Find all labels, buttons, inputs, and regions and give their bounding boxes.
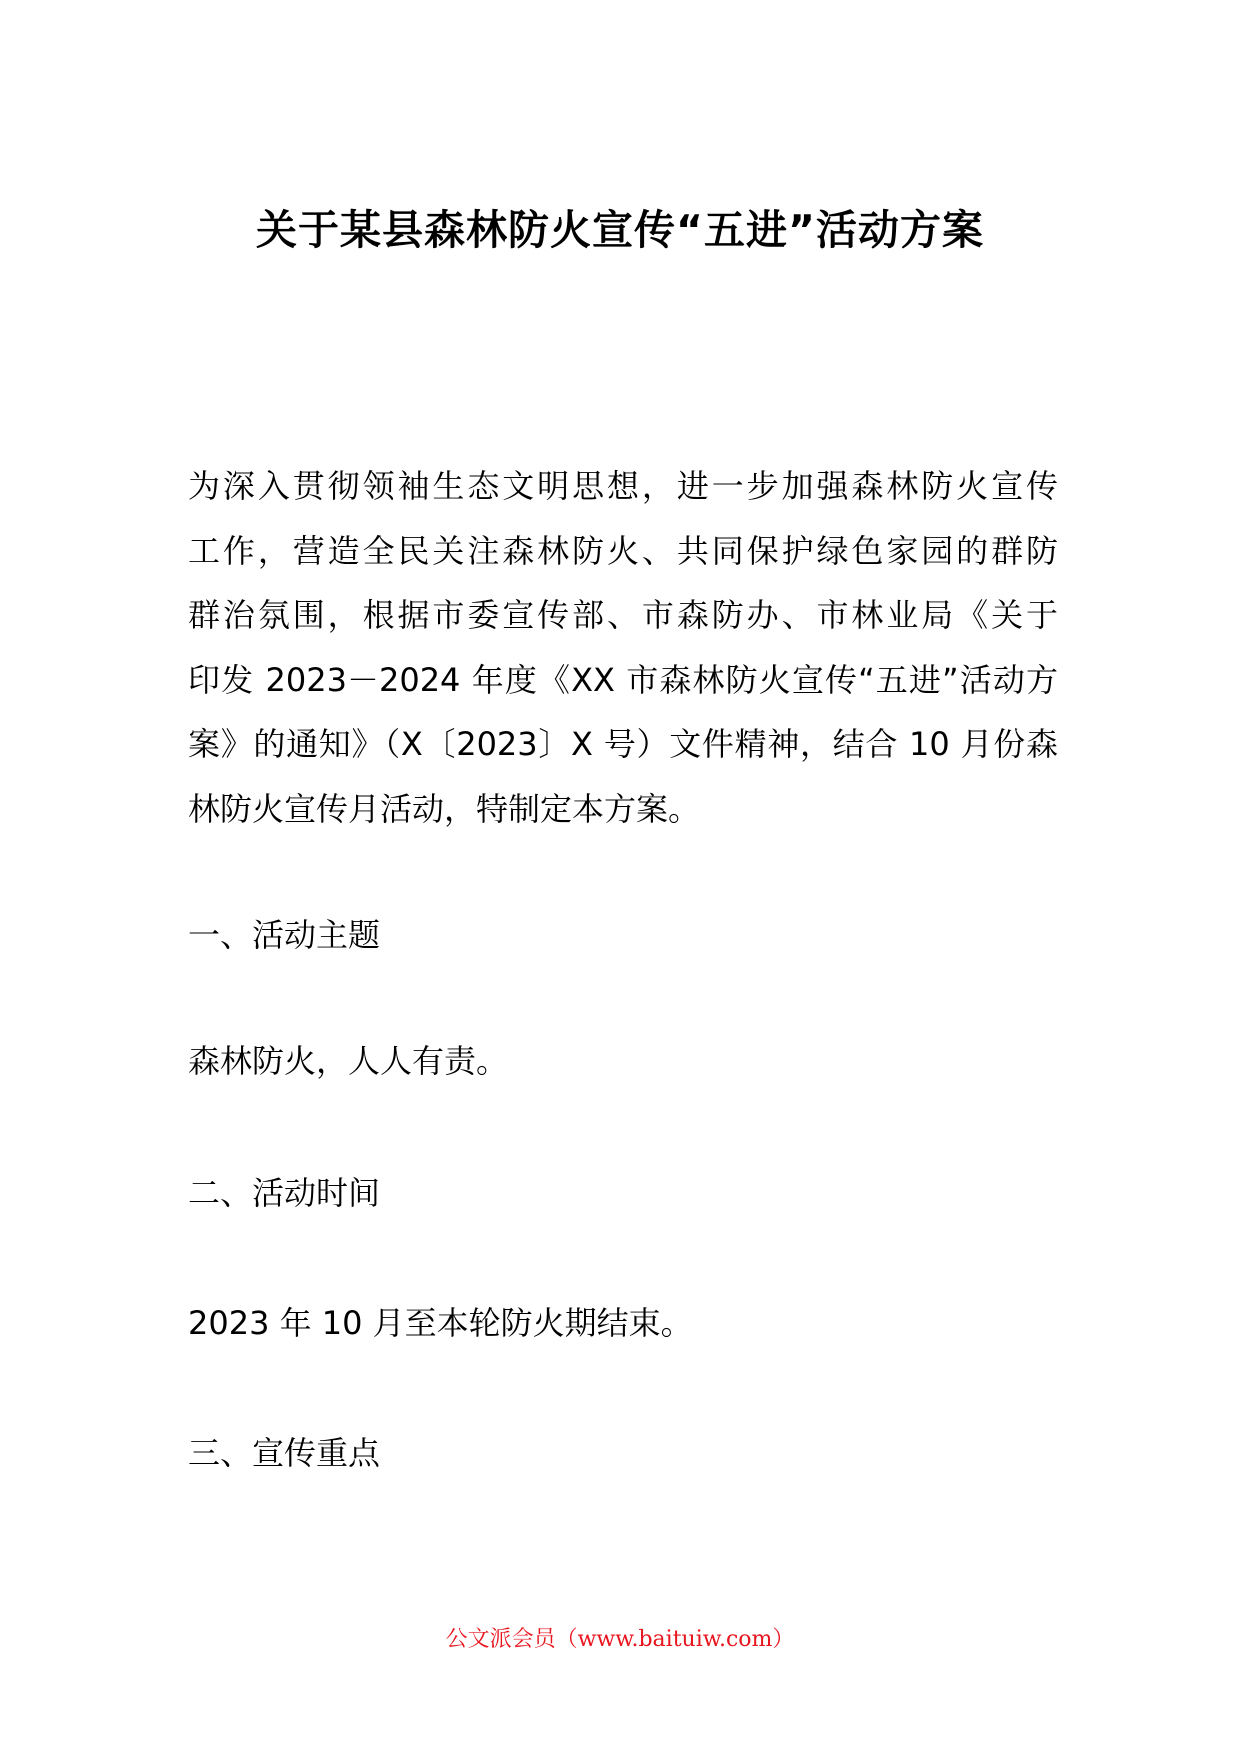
section-heading-focus: 三、宣传重点 <box>188 1434 381 1472</box>
document-title: 关于某县森林防火宣传“五进”活动方案 <box>256 206 984 254</box>
intro-line: 为深入贯彻领袖生态文明思想，进一步加强森林防火宣传 <box>188 467 1058 505</box>
intro-paragraph <box>188 454 1058 841</box>
section-text-time: 2023 年 10 月至本轮防火期结束。 <box>188 1304 693 1342</box>
intro-line: 工作，营造全民关注森林防火、共同保护绿色家园的群防 <box>188 531 1058 570</box>
section-text-theme: 森林防火，人人有责。 <box>188 1042 509 1080</box>
intro-line: 印发 2023－2024 年度《XX 市森林防火宣传“五进”活动方 <box>188 660 1058 699</box>
intro-line: 案》的通知》（X〔2023〕X 号）文件精神，结合 10 月份森 <box>188 725 1058 763</box>
section-heading-time: 二、活动时间 <box>188 1174 381 1212</box>
footer-watermark: 公文派会员（www.baituiw.com） <box>445 1627 795 1652</box>
intro-line: 林防火宣传月活动，特制定本方案。 <box>188 789 701 828</box>
intro-line: 群治氛围，根据市委宣传部、市森防办、市林业局《关于 <box>188 596 1058 634</box>
section-heading-theme: 一、活动主题 <box>188 916 381 954</box>
